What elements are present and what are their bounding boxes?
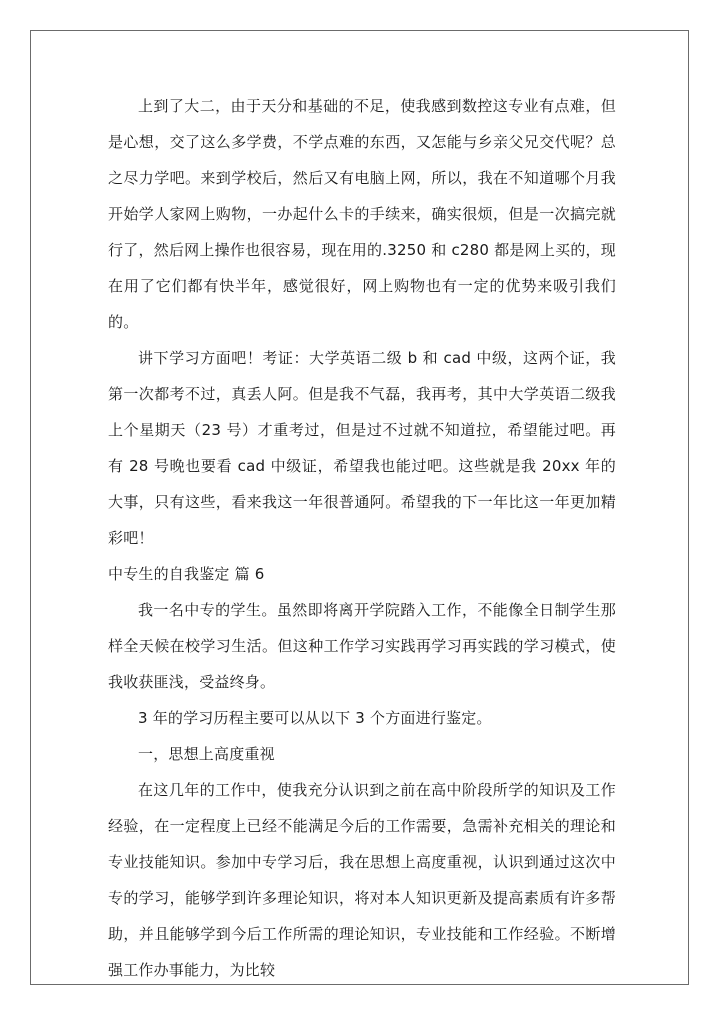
section-heading: 中专生的自我鉴定 篇 6: [108, 565, 265, 583]
paragraph-study-certificates: 讲下学习方面吧！考证：大学英语二级 b 和 cad 中级，这两个证，我第一次都考不过，真丢人阿。但是我不气磊，我再考，其中大学英语二级我上个星期天（23 号）才重考过，但是过不过就不知道拉，希望能过吧。再有 28 号晚也要看 cad 中级证，希望我也能过吧。这些就是我 20xx 年的大事，只有这些，看来我这一年很普通阿。希望我的下一年比这一年更加精彩吧！: [108, 349, 616, 547]
paragraph-intro: 我一名中专的学生。虽然即将离开学院踏入工作，不能像全日制学生那样全天候在校学习生活。但这种工作学习实践再学习再实践的学习模式，使我收获匪浅，受益终身。: [108, 601, 616, 691]
paragraph-work-experience: 在这几年的工作中，使我充分认识到之前在高中阶段所学的知识及工作经验，在一定程度上已经不能满足今后的工作需要，急需补充相关的理论和专业技能知识。参加中专学习后，我在思想上高度重视，认识到通过这次中专的学习，能够学到许多理论知识，将对本人知识更新及提高素质有许多帮助，并且能够学到今后工作所需的理论知识，专业技能和工作经验。不断增强工作办事能力，为比较: [108, 781, 616, 979]
paragraph-summary: 3 年的学习历程主要可以从以下 3 个方面进行鉴定。: [138, 709, 492, 727]
subheading-thought: 一，思想上高度重视: [138, 745, 275, 763]
document-body: [108, 88, 616, 988]
paragraph-online-shopping: 上到了大二，由于天分和基础的不足，使我感到数控这专业有点难，但是心想，交了这么多学费，不学点难的东西，又怎能与乡亲父兄交代呢？总之尽力学吧。来到学校后，然后又有电脑上网，所以，我在不知道哪个月我开始学人家网上购物，一办起什么卡的手续来，确实很烦，但是一次搞完就行了，然后网上操作也很容易，现在用的.3250 和 c280 都是网上买的，现在用了它们都有快半年，感觉很好，网上购物也有一定的优势来吸引我们的。: [108, 97, 616, 331]
